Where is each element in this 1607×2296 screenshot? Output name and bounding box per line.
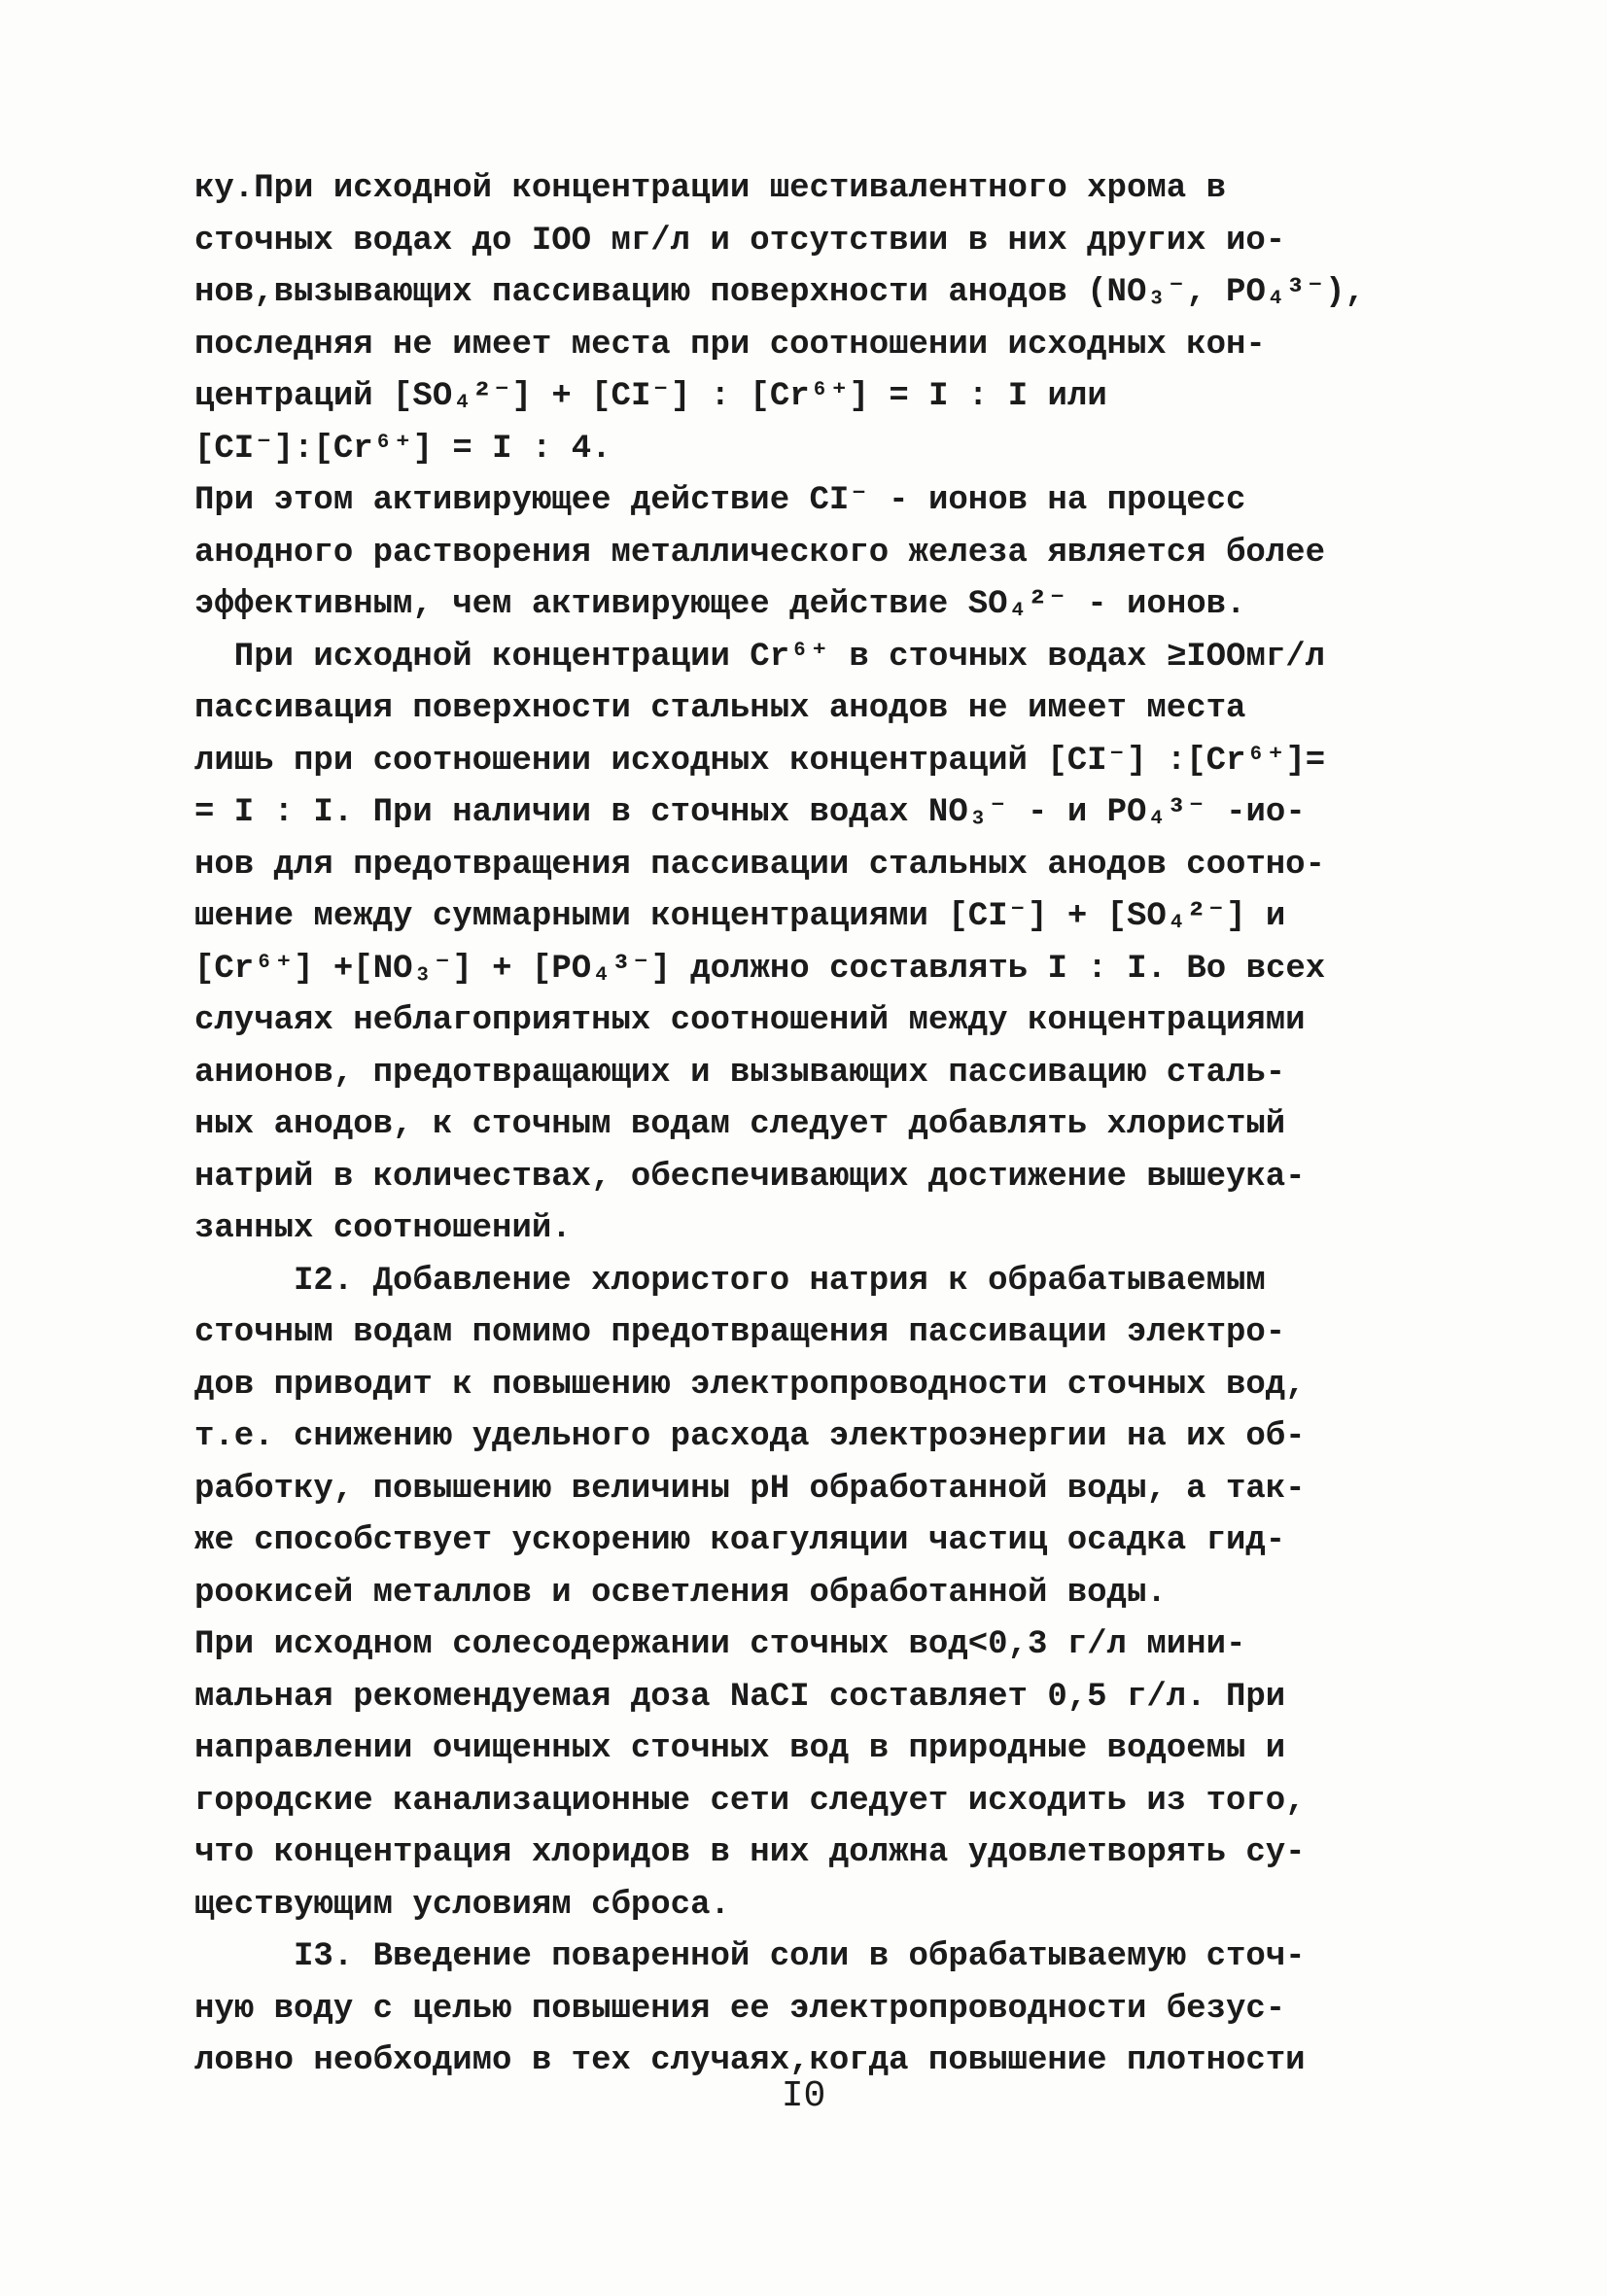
text-line: При исходном солесодержании сточных вод<0,3 г/л мини- xyxy=(194,1626,1246,1663)
text-line: анионов, предотвращающих и вызывающих пассивацию сталь- xyxy=(194,1054,1286,1092)
text-line: пассивация поверхности стальных анодов не имеет места xyxy=(194,690,1246,727)
text-line: натрий в количествах, обеспечивающих достижение вышеука- xyxy=(194,1158,1306,1196)
text-line: шение между суммарными концентрациями [CI⁻] + [SO₄²⁻] и xyxy=(194,898,1286,935)
text-line: сточным водам помимо предотвращения пассивации электро- xyxy=(194,1314,1286,1351)
text-line: дов приводит к повышению электропроводности сточных вод, xyxy=(194,1366,1306,1404)
text-line: = I : I. При наличии в сточных водах NO₃⁻ - и PO₄³⁻ -ио- xyxy=(194,794,1306,831)
text-line: случаях неблагоприятных соотношений между концентрациями xyxy=(194,1002,1306,1039)
text-line: т.е. снижению удельного расхода электроэнергии на их об- xyxy=(194,1418,1306,1455)
text-line: роокисей металлов и осветления обработанной воды. xyxy=(194,1574,1167,1612)
text-line: центраций [SO₄²⁻] + [CI⁻] : [Cr⁶⁺] = I : I или xyxy=(194,378,1107,415)
text-line: I3. Введение поваренной соли в обрабатываемую сточ- xyxy=(194,1938,1306,1975)
text-line: лишь при соотношении исходных концентраций [CI⁻] :[Cr⁶⁺]= xyxy=(194,742,1326,780)
text-line: ную воду с целью повышения ее электропроводности безус- xyxy=(194,1990,1286,2028)
text-line: ных анодов, к сточным водам следует добавлять хлористый xyxy=(194,1106,1286,1143)
text-line: анодного растворения металлического железа является более xyxy=(194,534,1325,572)
text-line: городские канализационные сети следует исходить из того, xyxy=(194,1782,1306,1820)
text-line: что концентрация хлоридов в них должна удовлетворять су- xyxy=(194,1834,1306,1871)
page-number: I0 xyxy=(781,2075,826,2117)
text-line: работку, повышению величины pH обработанной воды, а так- xyxy=(194,1470,1306,1508)
text-line: ществующим условиям сброса. xyxy=(194,1886,730,1924)
text-line: же способствует ускорению коагуляции частиц осадка гид- xyxy=(194,1522,1286,1559)
text-line: мальная рекомендуемая доза NaCI составляет 0,5 г/л. При xyxy=(194,1678,1286,1716)
text-line: занных соотношений. xyxy=(194,1210,572,1247)
text-line: ку.При исходной концентрации шестивалентного хрома в xyxy=(194,170,1226,207)
body-text xyxy=(194,163,1429,2088)
text-line: ловно необходимо в тех случаях,когда повышение плотности xyxy=(194,2042,1306,2079)
text-line: [Cr⁶⁺] +[NO₃⁻] + [PO₄³⁻] должно составлять I : I. Во всех xyxy=(194,950,1326,988)
text-line: [CI⁻]:[Cr⁶⁺] = I : 4. xyxy=(194,430,611,468)
text-line: нов для предотвращения пассивации стальных анодов соотно- xyxy=(194,846,1325,884)
text-line: При этом активирующее действие CI⁻ - ионов на процесс xyxy=(194,482,1246,519)
text-line: сточных водах до IOO мг/л и отсутствии в них других ио- xyxy=(194,222,1286,260)
text-line: нов,вызывающих пассивацию поверхности анодов (NO₃⁻, PO₄³⁻), xyxy=(194,274,1365,311)
text-line: эффективным, чем активирующее действие SO₄²⁻ - ионов. xyxy=(194,586,1246,623)
text-line: последняя не имеет места при соотношении исходных кон- xyxy=(194,326,1266,364)
text-line: I2. Добавление хлористого натрия к обрабатываемым xyxy=(194,1262,1266,1300)
text-line: направлении очищенных сточных вод в природные водоемы и xyxy=(194,1730,1286,1767)
text-line: При исходной концентрации Cr⁶⁺ в сточных водах ≥IOOмг/л xyxy=(194,638,1326,676)
